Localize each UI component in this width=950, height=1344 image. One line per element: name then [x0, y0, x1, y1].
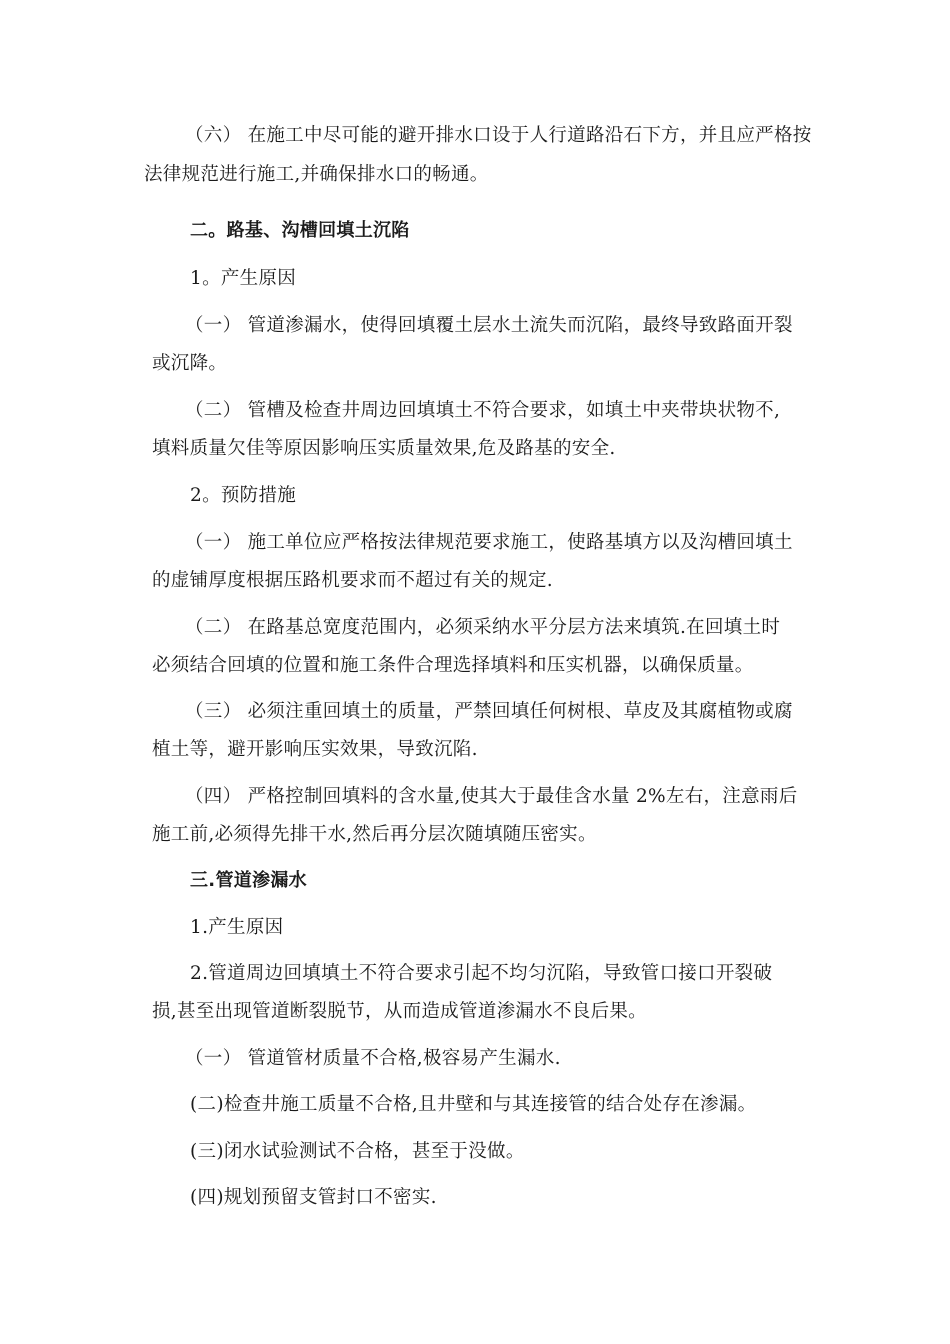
paragraph-line: 法律规范进行施工,并确保排水口的畅通。 — [144, 164, 489, 185]
paragraph-line: （二） 在路基总宽度范围内，必须采纳水平分层方法来填筑.在回填土时 — [185, 617, 781, 638]
paragraph-line: （三） 必须注重回填土的质量，严禁回填任何树根、草皮及其腐植物或腐 — [185, 701, 793, 722]
paragraph-line: 植土等，避开影响压实效果，导致沉陷. — [152, 739, 478, 760]
paragraph-line: （一） 施工单位应严格按法律规范要求施工，使路基填方以及沟槽回填土 — [185, 532, 793, 553]
paragraph-line: （六） 在施工中尽可能的避开排水口设于人行道路沿石下方，并且应严格按 — [185, 125, 812, 146]
paragraph-line: 或沉降。 — [152, 353, 228, 374]
paragraph-line: （一） 管道管材质量不合格,极容易产生漏水. — [185, 1048, 561, 1069]
subsection-title: 2。预防措施 — [190, 485, 297, 506]
paragraph-line: 2.管道周边回填填土不符合要求引起不均匀沉陷，导致管口接口开裂破 — [190, 963, 773, 984]
paragraph-line: 损,甚至出现管道断裂脱节，从而造成管道渗漏水不良后果。 — [152, 1001, 647, 1022]
paragraph-line: （四） 严格控制回填料的含水量,使其大于最佳含水量 2%左右，注意雨后 — [185, 786, 798, 807]
paragraph-line: （一） 管道渗漏水，使得回填覆土层水土流失而沉陷，最终导致路面开裂 — [185, 315, 793, 336]
subsection-title: 1.产生原因 — [190, 917, 284, 938]
paragraph-line: (四)规划预留支管封口不密实. — [190, 1187, 437, 1208]
paragraph-line: 的虚铺厚度根据压路机要求而不超过有关的规定. — [152, 570, 553, 591]
paragraph-line: （二） 管槽及检查井周边回填填土不符合要求，如填土中夹带块状物不, — [185, 400, 781, 421]
paragraph-line: 施工前,必须得先排干水,然后再分层次随填随压密实。 — [152, 824, 597, 845]
paragraph-line: (二)检查井施工质量不合格,且井壁和与其连接管的结合处存在渗漏。 — [190, 1094, 757, 1115]
paragraph-line: (三)闭水试验测试不合格，甚至于没做。 — [190, 1141, 525, 1162]
section-heading: 三.管道渗漏水 — [190, 870, 307, 891]
subsection-title: 1。产生原因 — [190, 268, 297, 289]
paragraph-line: 填料质量欠佳等原因影响压实质量效果,危及路基的安全. — [152, 438, 616, 459]
section-heading: 二。路基、沟槽回填土沉陷 — [190, 220, 410, 241]
paragraph-line: 必须结合回填的位置和施工条件合理选择填料和压实机器，以确保质量。 — [152, 655, 754, 676]
